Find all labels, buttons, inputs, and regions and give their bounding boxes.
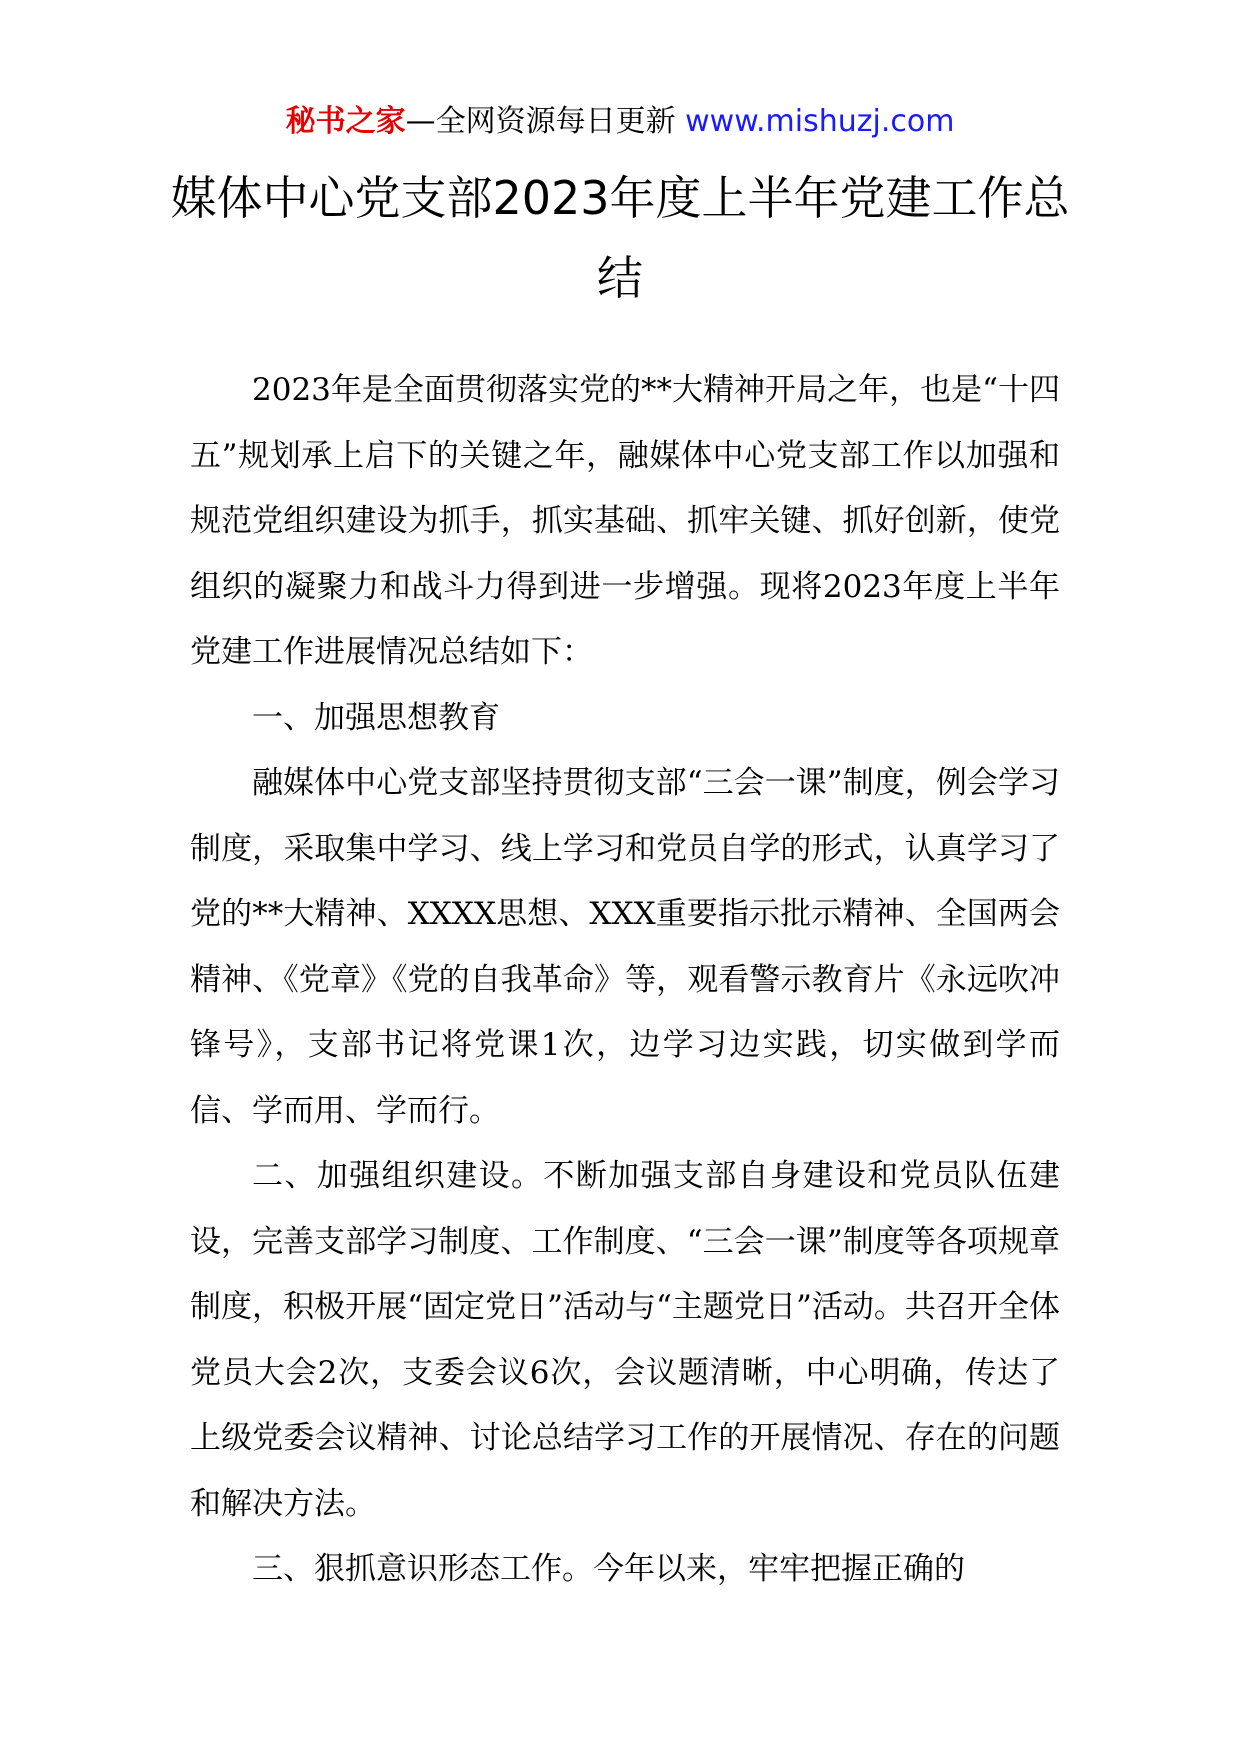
paragraph-section-3: 三、狠抓意识形态工作。今年以来，牢牢把握正确的 xyxy=(252,1551,965,1587)
paragraph-section-1: 融媒体中心党支部坚持贯彻支部“三会一课”制度，例会学习制度，采取集中学习、线上学习和党员自学的形式，认真学习了党的**大精神、XXXX思想、XXX重要指示批示精神、全国两会精神、《党章》《党的自我革命》等，观看警示教育片《永远吹冲锋号》，支部书记将党课1次，边学习边实践，切实做到学而信、学而用、学而行。 xyxy=(190,765,1060,1129)
site-url-link[interactable]: www.mishuzj.com xyxy=(685,104,955,139)
paragraph-intro: 2023年是全面贯彻落实党的**大精神开局之年，也是“十四五”规划承上启下的关键之年，融媒体中心党支部工作以加强和规范党组织建设为抓手，抓实基础、抓牢关键、抓好创新，使党组织的凝聚力和战斗力得到进一步增强。现将2023年度上半年党建工作进展情况总结如下： xyxy=(190,372,1060,670)
site-header xyxy=(0,100,1240,144)
document-body xyxy=(190,358,1060,1603)
section-heading-1: 一、加强思想教育 xyxy=(252,699,500,736)
document-title: 媒体中心党支部2023年度上半年党建工作总结 xyxy=(170,171,1070,305)
header-slogan: —全网资源每日更新 xyxy=(405,104,686,139)
brand-name: 秘书之家 xyxy=(285,104,406,139)
paragraph-section-2: 二、加强组织建设。不断加强支部自身建设和党员队伍建设，完善支部学习制度、工作制度、“三会一课”制度等各项规章制度，积极开展“固定党日”活动与“主题党日”活动。共召开全体党员大会2次，支委会议6次，会议题清晰，中心明确，传达了上级党委会议精神、讨论总结学习工作的开展情况、存在的问题和解决方法。 xyxy=(190,1158,1060,1522)
